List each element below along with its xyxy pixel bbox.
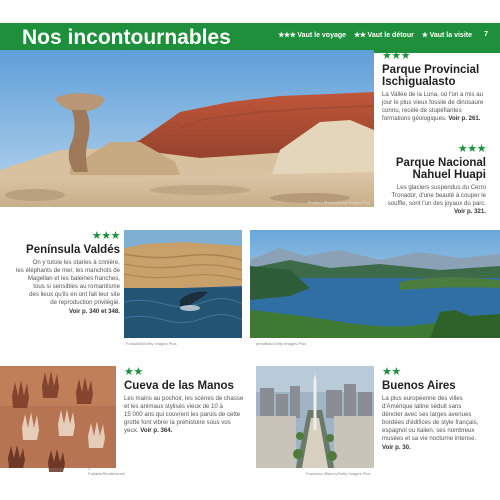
photo-credit: Fotos668/Getty Images Plus <box>126 341 177 346</box>
entry-ischigualasto <box>382 50 494 123</box>
entry-description <box>10 259 120 316</box>
photo-credit: Francisco Blanco/Getty Images Plus <box>306 471 371 476</box>
entry-title: Península Valdés <box>26 244 120 256</box>
page-reference[interactable]: Voir p. 321. <box>453 208 486 216</box>
legend-item-2-stars <box>354 32 414 39</box>
entry-description <box>380 184 486 216</box>
desc-line: tous si sensibles au romantisme <box>33 283 120 291</box>
page-reference[interactable]: Voir p. 261. <box>448 115 481 123</box>
photo-cueva-de-las-manos <box>0 366 125 476</box>
legend-label: Vaut le détour <box>367 32 414 39</box>
desc-line: d'Amérique latine séduit sans <box>382 403 462 411</box>
rating-stars: ★★★ <box>457 143 486 155</box>
entry-title-line1: Parque Provincial <box>382 64 480 76</box>
photo-ischigualasto <box>0 50 374 207</box>
legend-item-3-stars <box>278 32 346 39</box>
entry-title-line1: Parque Nacional <box>395 157 486 169</box>
page-reference[interactable]: Voir p. 30. <box>382 443 411 451</box>
page-number: 7 <box>484 31 488 38</box>
desc-line: Les glaciers suspendus du Cerro <box>396 184 486 191</box>
desc-line: et les animaux stylisés vieux de 10 à <box>124 403 223 411</box>
legend-stars: ★★ <box>353 32 366 39</box>
entry-description <box>382 395 498 452</box>
entry-cueva-de-las-manos <box>124 366 250 435</box>
photo-nahuel-huapi <box>250 230 500 346</box>
entry-title: Cueva de las Manos <box>124 380 234 392</box>
desc-line <box>124 427 250 435</box>
legend-stars: ★★★ <box>278 32 296 39</box>
photo-buenos-aires <box>256 366 374 476</box>
photo-peninsula-valdes <box>124 230 242 346</box>
desc-line: grotte font vibrer la préhistoire sous vos <box>124 419 231 427</box>
desc-line: Les mains au pochoir, les scènes de chasse <box>124 395 244 402</box>
desc-line: de reproduction privilégié. <box>50 299 120 307</box>
entry-nahuel-huapi <box>380 143 486 216</box>
desc-line: des lieux qu'ils en ont fait leur site <box>29 291 120 299</box>
section-title: Nos incontournables <box>14 25 241 51</box>
legend-label: Vaut la visite <box>429 32 472 39</box>
entry-title-line2: Nahuel Huapi <box>412 169 486 181</box>
desc-line: jour le plus vieux fossile de dinosaure <box>382 99 484 107</box>
desc-line: dénoter avec ses larges avenues <box>382 411 472 419</box>
entry-title: Buenos Aires <box>382 380 456 392</box>
rating-legend <box>272 31 472 39</box>
desc-line: connu, recèle de stupéfiantes <box>382 107 462 115</box>
rating-stars: ★★ <box>382 366 401 378</box>
legend-label: Vaut le voyage <box>297 32 347 39</box>
rating-stars: ★★★ <box>91 230 120 242</box>
entry-peninsula-valdes <box>10 230 120 316</box>
rating-stars: ★★ <box>124 366 143 378</box>
desc-line: On y tutoie les otaries à crinière, <box>32 259 120 266</box>
entry-title-line2: Ischigualasto <box>382 76 456 88</box>
rating-stars: ★★★ <box>382 50 411 62</box>
photo-credit: Photon / Photos/Getty Images Plus <box>307 200 370 205</box>
desc-line: les éléphants de mer, les manchots de <box>16 267 120 275</box>
desc-text: yeux. <box>124 427 141 435</box>
desc-text: formations géologiques. <box>382 115 449 123</box>
desc-line <box>382 115 494 123</box>
desc-line <box>382 444 498 452</box>
desc-line: souffle, sont l'un des joyaux du parc. <box>387 200 486 208</box>
page-reference[interactable]: Voir p. 364. <box>140 427 173 435</box>
entry-description <box>382 91 494 123</box>
section-header <box>0 23 500 53</box>
desc-line: musées et sa vie nocturne intense. <box>382 435 477 443</box>
desc-line: La plus européenne des villes <box>382 395 463 402</box>
entry-description <box>124 395 250 435</box>
desc-line: La Vallée de la Luna, où l'on a mis au <box>382 91 483 98</box>
desc-line: Tronador, d'une beauté à couper le <box>391 192 486 200</box>
photo-credit: C. Farfalla/Shutterstock <box>88 466 125 476</box>
page-reference[interactable]: Voir p. 340 et 348. <box>68 307 120 315</box>
legend-stars: ★ <box>421 32 428 39</box>
entry-buenos-aires <box>382 366 498 452</box>
photo-credit: jerbuffalo/Getty Images Plus <box>256 341 307 346</box>
desc-line: bordées d'édifices de style français, <box>382 419 479 427</box>
legend-item-1-star <box>422 32 472 39</box>
desc-line: Magellan et les baleines franches, <box>27 275 120 283</box>
desc-line: 15 000 ans qui couvrent les parois de cette <box>124 411 241 419</box>
desc-line: espagnol ou italien, ses nombreux <box>382 427 475 435</box>
desc-line <box>380 208 486 216</box>
desc-line <box>10 308 120 316</box>
